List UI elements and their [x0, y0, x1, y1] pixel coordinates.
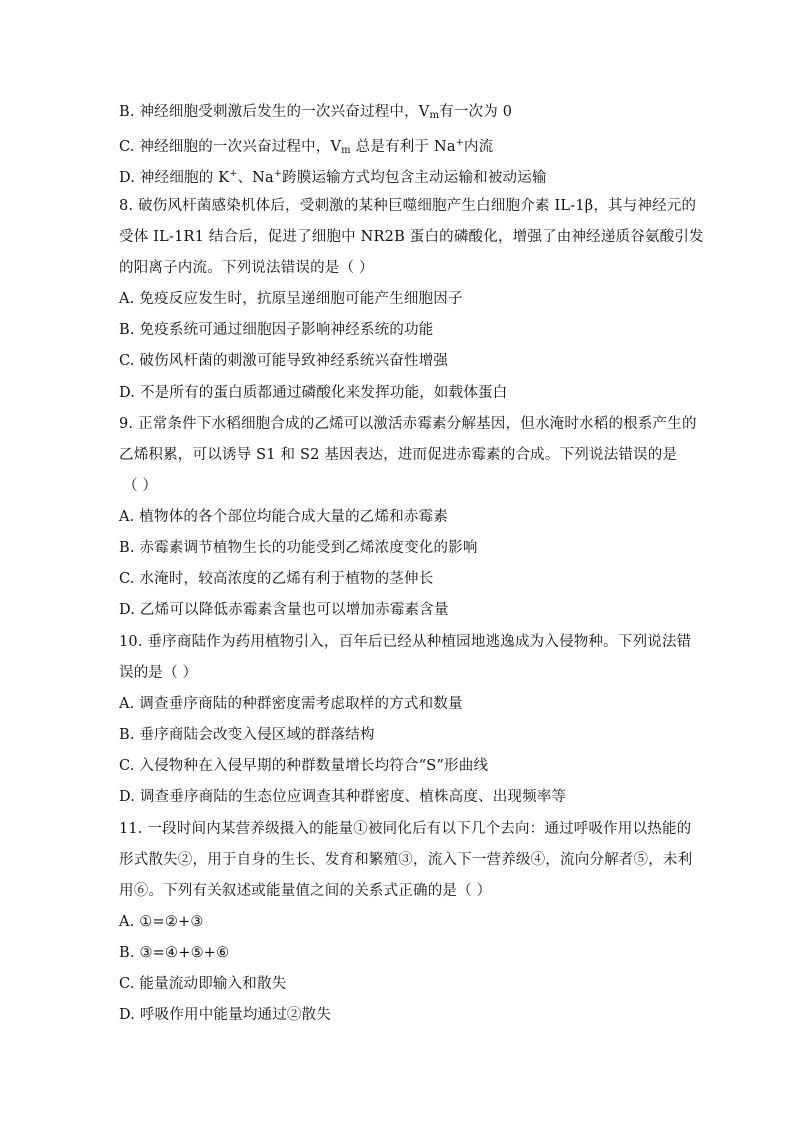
q10-stem-line-1: 10. 垂序商陆作为药用植物引入，百年后已经从种植园地逃逸成为入侵物种。下列说法错 [119, 634, 692, 650]
q11-stem-line-1: 11. 一段时间内某营养级摄入的能量①被同化后有以下几个去向：通过呼吸作用以热能的 [119, 821, 692, 837]
q8-option-a: A. 免疫反应发生时，抗原呈递细胞可能产生细胞因子 [119, 291, 463, 307]
q11-option-d: D. 呼吸作用中能量均通过②散失 [119, 1007, 332, 1023]
q7-option-d [119, 164, 679, 188]
q7-option-c-text-b: 总是有利于 Na [350, 139, 456, 155]
q9-stem-line-1: 9. 正常条件下水稻细胞合成的乙烯可以激活赤霉素分解基因，但水淹时水稻的根系产生的 [119, 416, 697, 432]
q7-option-c-text-a: C. 神经细胞的一次兴奋过程中，V [119, 139, 342, 155]
q11-stem-line-3: 用⑥。下列有关叙述或能量值之间的关系式正确的是（ ） [119, 883, 492, 899]
q10-option-b: B. 垂序商陆会改变入侵区域的群落结构 [119, 727, 375, 743]
q9-option-b: B. 赤霉素调节植物生长的功能受到乙烯浓度变化的影响 [119, 540, 478, 556]
q9-stem-line-2: 乙烯积累，可以诱导 S1 和 S2 基因表达，进而促进赤霉素的合成。下列说法错误的是 [119, 447, 678, 463]
q8-stem-line-3: 的阳离子内流。下列说法错误的是（ ） [119, 260, 374, 276]
q7-option-b-text-b: 有一次为 0 [439, 104, 513, 120]
q7-option-b [119, 102, 679, 126]
q11-option-b: B. ③=④+⑤+⑥ [119, 945, 230, 961]
q10-option-c: C. 入侵物种在入侵早期的种群数量增长均符合“S”形曲线 [119, 758, 489, 774]
q8-option-d: D. 不是所有的蛋白质都通过磷酸化来发挥功能，如载体蛋白 [119, 385, 508, 401]
subscript-m: m [341, 145, 351, 156]
superscript-plus: + [229, 168, 238, 179]
q8-option-b: B. 免疫系统可通过细胞因子影响神经系统的功能 [119, 322, 434, 338]
superscript-plus: + [273, 168, 283, 179]
superscript-plus: + [455, 137, 464, 148]
subscript-m: m [429, 110, 440, 121]
q7-option-d-text-c: 跨膜运输方式均包含主动运输和被动运输 [282, 170, 547, 186]
q7-option-c [119, 133, 679, 161]
q10-option-a: A. 调查垂序商陆的种群密度需考虑取样的方式和数量 [119, 696, 463, 712]
q8-option-c: C. 破伤风杆菌的刺激可能导致神经系统兴奋性增强 [119, 353, 449, 369]
q9-stem-line-3: （ ） [123, 478, 158, 494]
q8-stem-line-1: 8. 破伤风杆菌感染机体后，受刺激的某种巨噬细胞产生白细胞介素 IL-1β，其与神经元的 [119, 198, 697, 214]
q9-option-a: A. 植物体的各个部位均能合成大量的乙烯和赤霉素 [119, 509, 448, 525]
q11-option-a: A. ①=②+③ [119, 914, 204, 930]
q9-option-d: D. 乙烯可以降低赤霉素含量也可以增加赤霉素含量 [119, 602, 449, 618]
q10-stem-line-2: 误的是（ ） [119, 665, 198, 681]
q7-option-b-text-a: B. 神经细胞受刺激后发生的一次兴奋过程中，V [119, 104, 430, 120]
q7-option-d-text-a: D. 神经细胞的 K [119, 170, 230, 186]
q7-option-d-text-b: 、Na [237, 170, 274, 186]
q9-option-c: C. 水淹时，较高浓度的乙烯有利于植物的茎伸长 [119, 571, 434, 587]
q11-stem-line-2: 形式散失②，用于自身的生长、发育和繁殖③，流入下一营养级④，流向分解者⑤，未利 [119, 852, 693, 868]
q8-stem-line-2: 受体 IL-1R1 结合后，促进了细胞中 NR2B 蛋白的磷酸化，增强了由神经递质谷氨酸引发 [119, 229, 704, 245]
q11-option-c: C. 能量流动即输入和散失 [119, 976, 287, 992]
q7-option-c-text-c: 内流 [463, 139, 494, 155]
q10-option-d: D. 调查垂序商陆的生态位应调查其种群密度、植株高度、出现频率等 [119, 789, 567, 805]
